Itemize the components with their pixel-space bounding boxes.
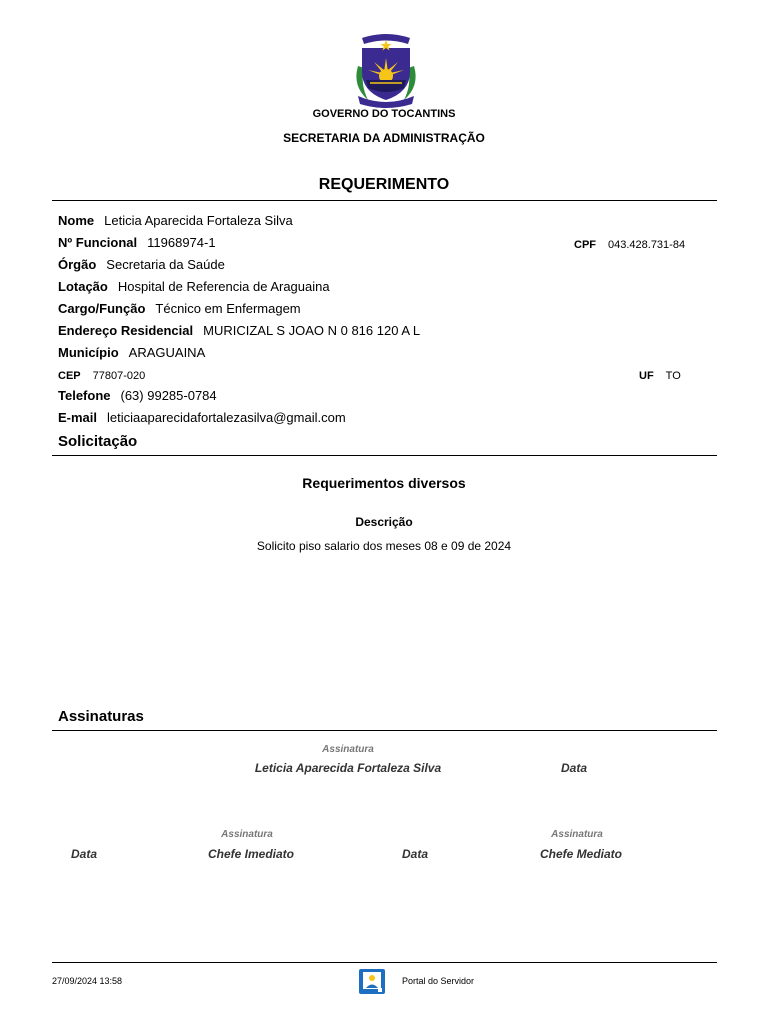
field-value: 11968974-1 (147, 235, 216, 250)
field-label: Cargo/Função (58, 301, 146, 316)
field-orgao (58, 256, 225, 274)
assinaturas-divider (52, 730, 717, 731)
signature-caption: Assinatura (551, 829, 603, 840)
request-type: Requerimentos diversos (302, 475, 466, 491)
chefe-imediato-date-label: Data (70, 847, 97, 861)
field-email (58, 409, 346, 427)
requester-date-label: Data (560, 761, 587, 775)
field-label: Nome (58, 213, 95, 228)
field-value: ARAGUAINA (128, 345, 206, 360)
field-value: 77807-020 (92, 370, 146, 382)
title-divider (52, 200, 717, 201)
field-value: Hospital de Referencia de Araguaina (117, 279, 330, 294)
section-heading-assinaturas: Assinaturas (58, 708, 144, 725)
field-label: Órgão (58, 257, 97, 272)
field-value: 043.428.731-84 (608, 239, 686, 251)
footer-timestamp: 27/09/2024 13:58 (52, 976, 123, 986)
field-value: Técnico em Enfermagem (155, 301, 301, 316)
section-heading-solicitacao: Solicitação (58, 433, 138, 450)
field-label: UF (639, 370, 654, 382)
field-endereco (58, 322, 420, 340)
solicitacao-divider (52, 455, 717, 456)
field-value: MURICIZAL S JOAO N 0 816 120 A L (203, 323, 421, 338)
field-value: Leticia Aparecida Fortaleza Silva (104, 213, 293, 228)
field-lotacao (58, 278, 330, 296)
field-value: leticiaaparecidafortalezasilva@gmail.com (107, 410, 346, 425)
field-cpf (574, 235, 685, 253)
footer-divider (52, 962, 717, 963)
field-label: Nº Funcional (58, 235, 138, 250)
field-label: Município (58, 345, 119, 360)
chefe-mediato-date-label: Data (401, 847, 428, 861)
field-municipio (58, 344, 205, 362)
field-label: E-mail (58, 410, 98, 425)
chefe-mediato-signature-name: Chefe Mediato (539, 847, 622, 861)
field-label: Telefone (58, 388, 111, 403)
government-name: GOVERNO DO TOCANTINS (312, 108, 456, 120)
field-label: CPF (574, 239, 596, 251)
field-cargo (58, 300, 301, 318)
field-label: Endereço Residencial (58, 323, 194, 338)
secretariat-name: SECRETARIA DA ADMINISTRAÇÃO (283, 131, 485, 145)
field-uf (639, 366, 681, 384)
field-telefone (58, 387, 217, 405)
footer-portal-label: Portal do Servidor (402, 976, 475, 986)
description-text: Solicito piso salario dos meses 08 e 09 de 2024 (256, 539, 512, 553)
signature-caption: Assinatura (221, 829, 273, 840)
field-value: TO (665, 370, 681, 382)
requester-signature-name: Leticia Aparecida Fortaleza Silva (254, 761, 442, 775)
chefe-imediato-signature-name: Chefe Imediato (207, 847, 294, 861)
page-title: REQUERIMENTO (318, 176, 450, 193)
field-label: Lotação (58, 279, 108, 294)
portal-logo-icon (359, 969, 385, 994)
description-label: Descrição (355, 515, 413, 529)
field-label: CEP (58, 370, 81, 382)
field-value: Secretaria da Saúde (106, 257, 225, 272)
field-value: (63) 99285-0784 (120, 388, 217, 403)
signature-caption: Assinatura (322, 744, 374, 755)
field-funcional (58, 234, 216, 252)
state-crest (348, 28, 424, 108)
field-nome (58, 212, 293, 230)
field-cep (58, 366, 145, 384)
